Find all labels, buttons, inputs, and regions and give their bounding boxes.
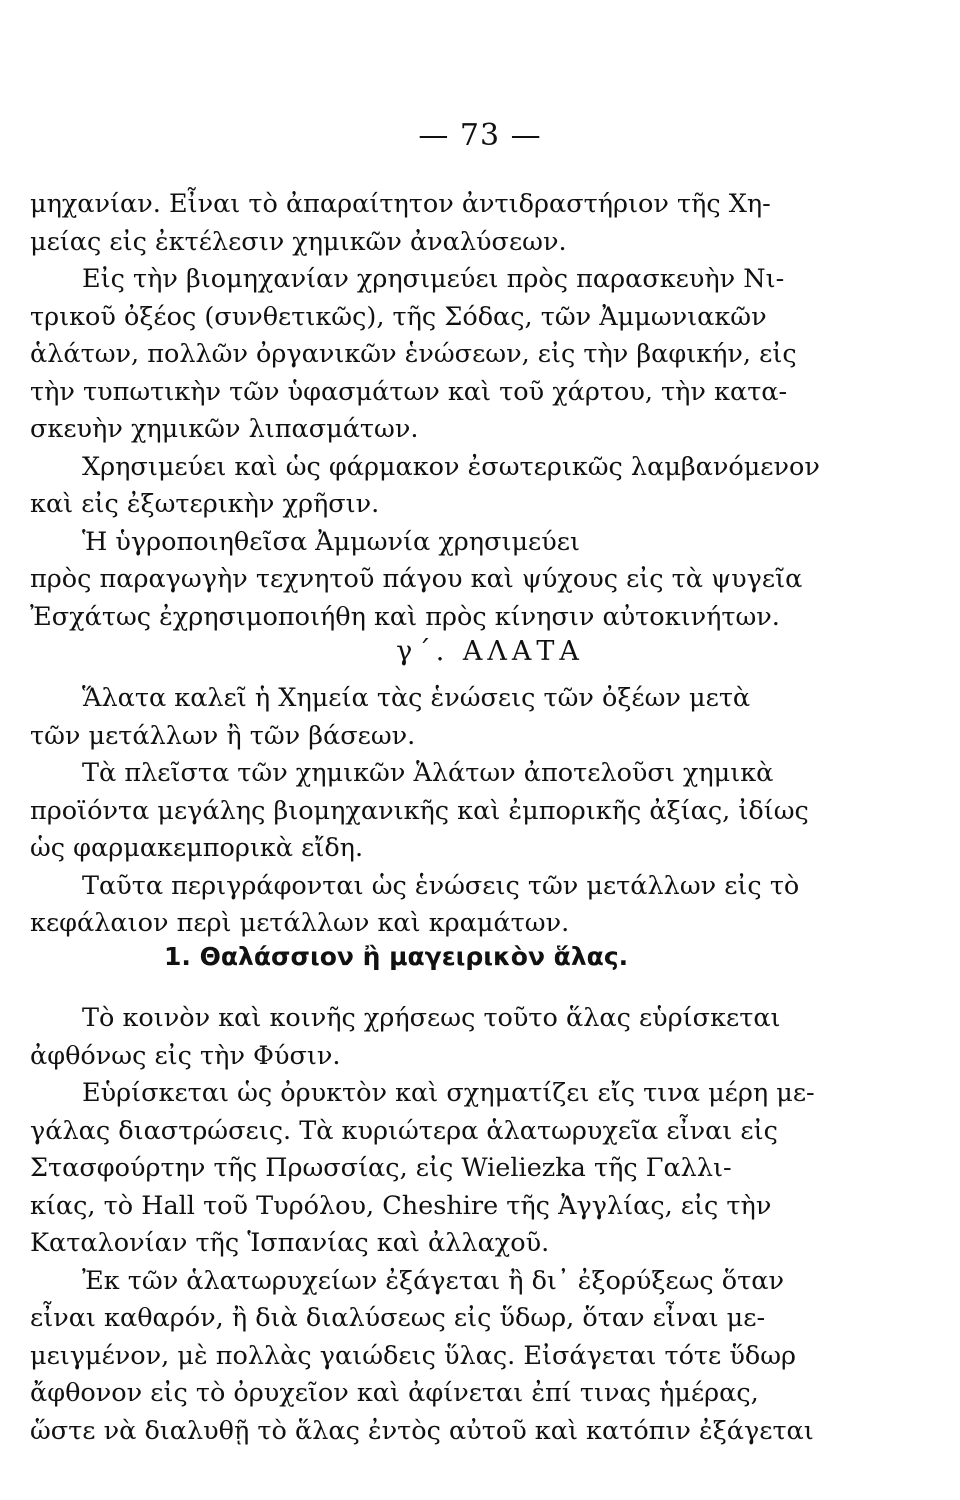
text-line: καὶ εἰς ἐξωτερικὴν χρῆσιν. [30,489,380,519]
text-line: ἁλάτων, πολλῶν ὀργανικῶν ἑνώσεων, εἰς τὴν βαφικήν, εἰς [30,339,797,369]
text-line: Εἰς τὴν βιομηχανίαν χρησιμεύει πρὸς παρασκευὴν Νι- [82,264,785,294]
text-line: κεφάλαιον περὶ μετάλλων καὶ κραμάτων. [30,908,570,938]
text-line: ἀφθόνως εἰς τὴν Φύσιν. [30,1040,341,1071]
text-line: τὴν τυπωτικὴν τῶν ὑφασμάτων καὶ τοῦ χάρτου, τὴν κατα- [30,376,788,407]
text-line: σκευὴν χημικῶν λιπασμάτων. [30,414,419,444]
text-line: ἄφθονον εἰς τὸ ὀρυχεῖον καὶ ἀφίνεται ἐπί τινας ἡμέρας, [30,1378,759,1408]
text-line: Ἡ ὑγροποιηθεῖσα Ἀμμωνία χρησιμεύει [82,526,580,557]
text-line: Στασφούρτην τῆς Πρωσσίας, εἰς Wieliezka τῆς Γαλλι- [30,1153,732,1183]
paragraph-block-sea-salt [30,1000,830,1450]
text-line: Τὰ πλεῖστα τῶν χημικῶν Ἁλάτων ἀποτελοῦσι χημικὰ [82,758,774,788]
text-line: εἶναι καθαρόν, ἢ διὰ διαλύσεως εἰς ὕδωρ, ὅταν εἶναι με- [30,1303,766,1333]
text-line: Εὑρίσκεται ὡς ὀρυκτὸν καὶ σχηματίζει εἴς τινα μέρη με- [82,1078,815,1108]
text-line: ὥστε νὰ διαλυθῇ τὸ ἅλας ἐντὸς αὐτοῦ καὶ κατόπιν ἐξάγεται [30,1415,814,1446]
text-line: Χρησιμεύει καὶ ὡς φάρμακον ἐσωτερικῶς λαμβανόμενον [82,451,820,482]
text-line: Ἅλατα καλεῖ ἡ Χημεία τὰς ἑνώσεις τῶν ὀξέων μετὰ [82,683,751,713]
subsection-heading: 1. Θαλάσσιον ἢ μαγειρικὸν ἅλας. [164,942,629,971]
text-line: μηχανίαν. Εἶναι τὸ ἀπαραίτητον ἀντιδραστήριον τῆς Χη- [30,189,771,219]
text-line: Ταῦτα περιγράφονται ὡς ἑνώσεις τῶν μετάλλων εἰς τὸ [82,870,800,901]
text-line: κίας, τὸ Hall τοῦ Τυρόλου, Cheshire τῆς Ἀγγλίας, εἰς τὴν [30,1190,772,1221]
text-line: ὡς φαρμακεμπορικὰ εἴδη. [30,833,364,863]
text-line: προϊόντα μεγάλης βιομηχανικῆς καὶ ἐμπορικῆς ἀξίας, ἰδίως [30,795,809,826]
text-line: Τὸ κοινὸν καὶ κοινῆς χρήσεως τοῦτο ἅλας εὑρίσκεται [82,1003,781,1033]
page-number: — 73 — [418,118,542,153]
text-line: πρὸς παραγωγὴν τεχνητοῦ πάγου καὶ ψύχους εἰς τὰ ψυγεῖα [30,564,803,594]
text-line: Καταλονίαν τῆς Ἱσπανίας καὶ ἀλλαχοῦ. [30,1228,550,1258]
paragraph-block-ammonia [30,186,830,636]
text-line: μειγμένον, μὲ πολλὰς γαιώδεις ὕλας. Εἰσάγεται τότε ὕδωρ [30,1340,796,1371]
text-line: Ἐκ τῶν ἁλατωρυχείων ἐξάγεται ἢ δι᾽ ἐξορύξεως ὅταν [82,1265,784,1296]
text-line: γάλας διαστρώσεις. Τὰ κυριώτερα ἁλατωρυχεῖα εἶναι εἰς [30,1115,778,1146]
section-heading: γ΄. ΑΛΑΤΑ [396,636,584,667]
text-line: Ἐσχάτως ἐχρησιμοποιήθη καὶ πρὸς κίνησιν αὐτοκινήτων. [30,601,780,632]
paragraph-block-salts [30,680,830,943]
text-line: τῶν μετάλλων ἢ τῶν βάσεων. [30,720,416,751]
text-line: μείας εἰς ἐκτέλεσιν χημικῶν ἀναλύσεων. [30,226,567,257]
text-line: τρικοῦ ὀξέος (συνθετικῶς), τῆς Σόδας, τῶν Ἀμμωνιακῶν [30,301,767,332]
